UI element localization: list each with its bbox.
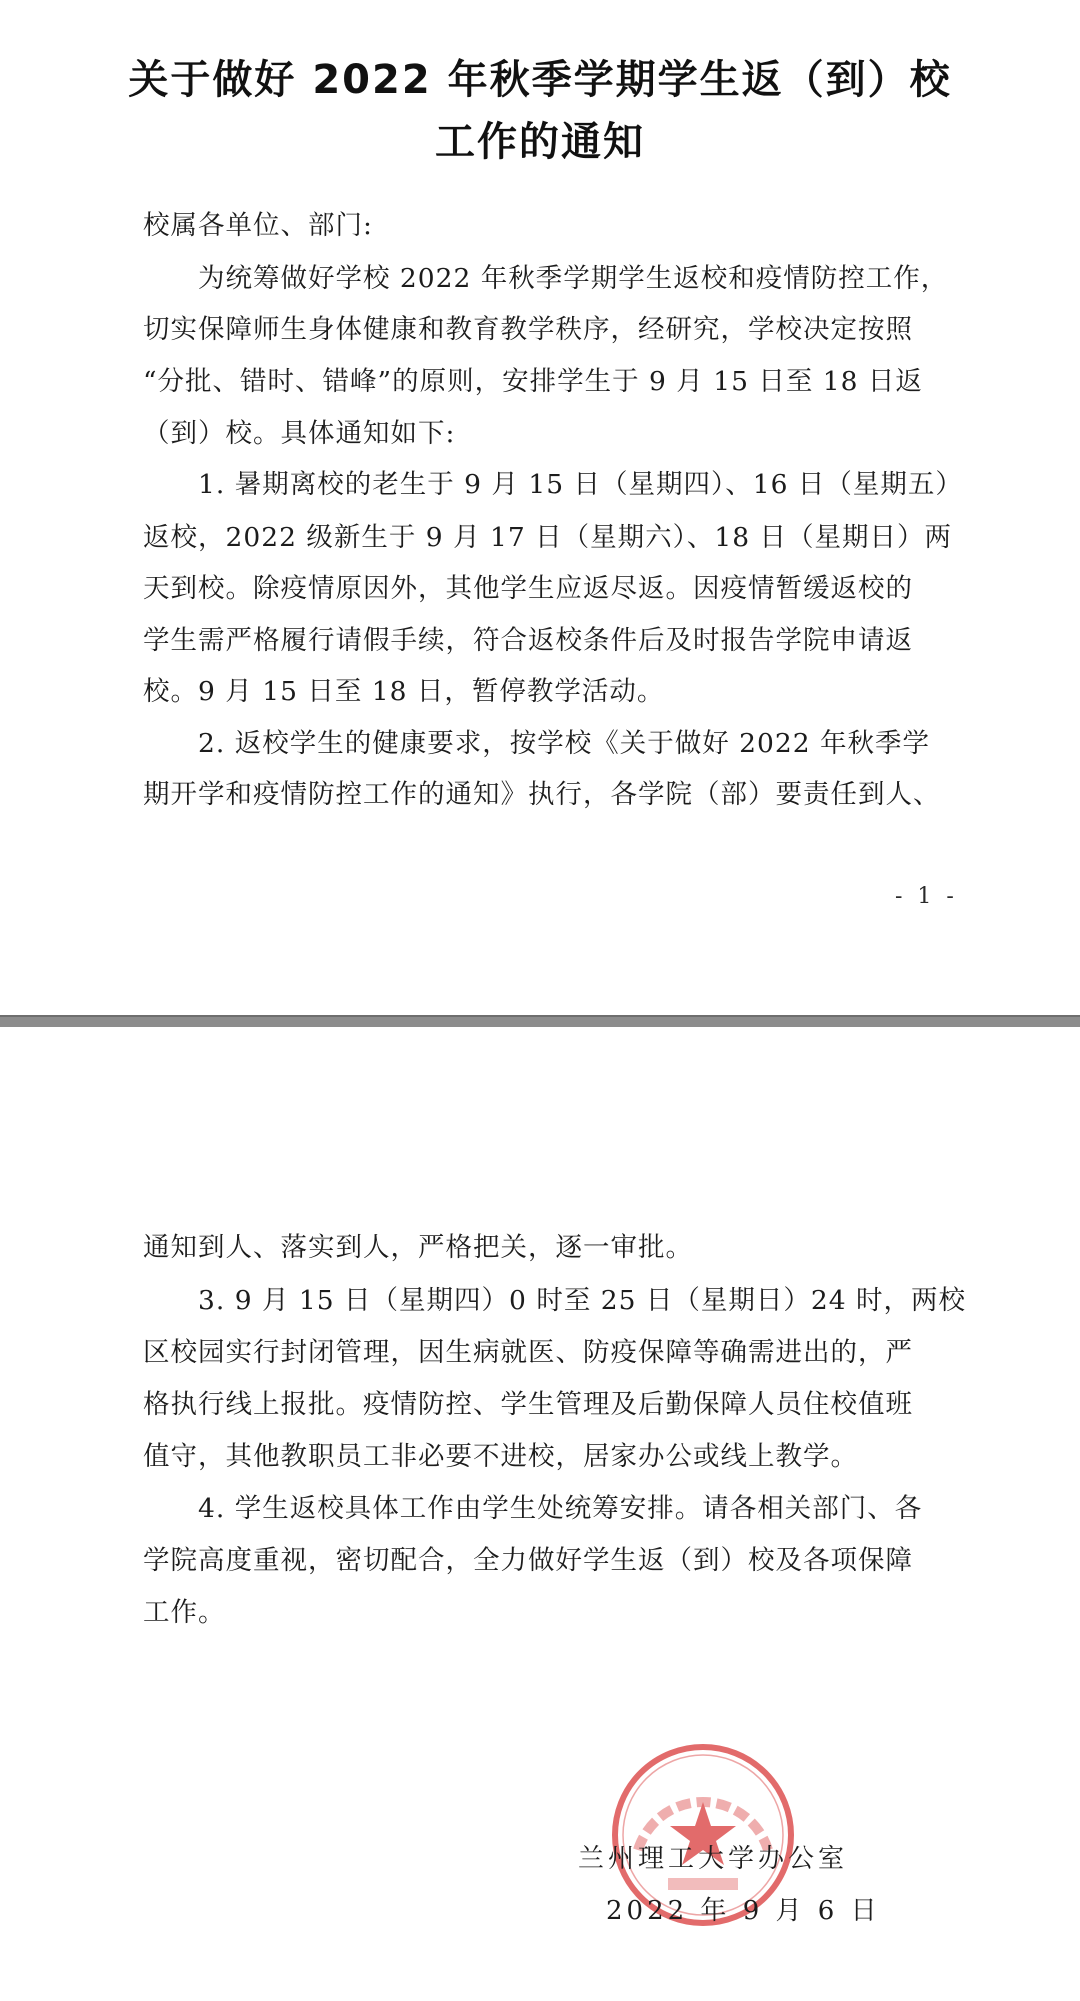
paragraph-line: 工作。 (143, 1597, 226, 1628)
paragraph-line: 3. 9 月 15 日（星期四）0 时至 25 日（星期日）24 时，两校 (198, 1285, 967, 1316)
document-title-line-2: 工作的通知 (435, 119, 645, 165)
paragraph-line: “分批、错时、错峰”的原则，安排学生于 9 月 15 日至 18 日返 (143, 366, 923, 397)
paragraph-line: 1. 暑期离校的老生于 9 月 15 日（星期四）、16 日（星期五） (198, 469, 963, 500)
paragraph-line: 2. 返校学生的健康要求，按学校《关于做好 2022 年秋季学 (198, 728, 930, 759)
salutation: 校属各单位、部门: (143, 210, 373, 241)
paragraph-line: 期开学和疫情防控工作的通知》执行，各学院（部）要责任到人、 (143, 779, 941, 810)
paragraph-line: 返校，2022 级新生于 9 月 17 日（星期六）、18 日（星期日）两 (143, 522, 953, 553)
paragraph-line: （到）校。具体通知如下: (143, 418, 456, 449)
document-title-line-1: 关于做好 2022 年秋季学期学生返（到）校 (128, 57, 952, 103)
paragraph-line: 4. 学生返校具体工作由学生处统筹安排。请各相关部门、各 (198, 1493, 923, 1524)
paragraph-line: 值守，其他教职员工非必要不进校，居家办公或线上教学。 (143, 1441, 858, 1472)
paragraph-line: 格执行线上报批。疫情防控、学生管理及后勤保障人员住校值班 (143, 1389, 913, 1420)
paragraph-line: 为统筹做好学校 2022 年秋季学期学生返校和疫情防控工作， (198, 263, 949, 294)
signature-date: 2022 年 9 月 6 日 (606, 1896, 881, 1926)
page-number: - 1 - (895, 884, 958, 909)
paragraph-line: 切实保障师生身体健康和教育教学秩序，经研究，学校决定按照 (143, 314, 913, 345)
paragraph-line: 校。9 月 15 日至 18 日，暂停教学活动。 (143, 676, 665, 707)
paragraph-line: 区校园实行封闭管理，因生病就医、防疫保障等确需进出的，严 (143, 1337, 913, 1368)
paragraph-line: 天到校。除疫情原因外，其他学生应返尽返。因疫情暂缓返校的 (143, 573, 913, 604)
paragraph-line: 通知到人、落实到人，严格把关，逐一审批。 (143, 1232, 693, 1263)
seal-bottom-text-mark (668, 1878, 738, 1890)
page-divider (0, 1015, 1080, 1027)
signature-unit: 兰州理工大学办公室 (578, 1844, 849, 1874)
paragraph-line: 学生需严格履行请假手续，符合返校条件后及时报告学院申请返 (143, 625, 913, 656)
paragraph-line: 学院高度重视，密切配合，全力做好学生返（到）校及各项保障 (143, 1545, 913, 1576)
